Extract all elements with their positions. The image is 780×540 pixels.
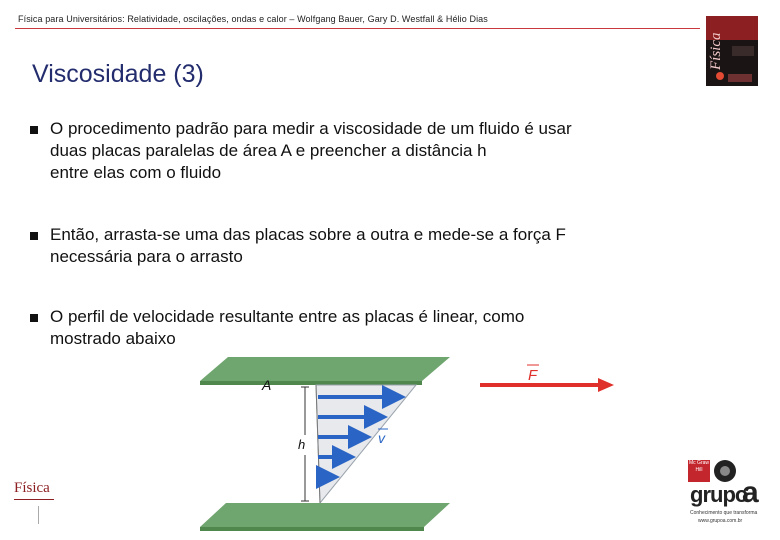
mcgraw-hill-logo: Mc Graw Hill: [688, 460, 710, 482]
top-plate: [200, 357, 450, 385]
force-arrow: [480, 378, 614, 392]
velocity-profile: [316, 385, 416, 503]
bullet-text: O procedimento padrão para medir a viscosidade de um fluido é usar duas placas paralelas de área A e preencher a distância h entre elas com o fluido: [50, 119, 572, 182]
publisher-url: www.grupoa.com.br: [698, 518, 743, 524]
bullet-marker: [30, 232, 38, 240]
header-divider: [15, 28, 700, 29]
header-text: Física para Universitários: Relatividade, oscilações, ondas e calor – Wolfgang Bauer, Gary D. Westfall & Hélio Dias: [18, 14, 488, 24]
bullet-text: Então, arrasta-se uma das placas sobre a outra e mede-se a força F necessária para o arrasto: [50, 225, 566, 266]
seal-logo: [714, 460, 736, 482]
bullet-marker: [30, 314, 38, 322]
label-height: h: [298, 437, 306, 452]
publisher-letter: a: [742, 476, 759, 509]
fisica-logo-text: Física: [14, 480, 50, 496]
publisher-tagline: Conhecimento que transforma: [690, 510, 758, 516]
publisher-word: grupo: [690, 482, 748, 507]
label-velocity: v: [378, 430, 385, 446]
label-force: F: [528, 367, 538, 384]
bullet-text: O perfil de velocidade resultante entre as placas é linear, como mostrado abaixo: [50, 307, 525, 348]
bullet-marker: [30, 126, 38, 134]
publisher-logo: [688, 460, 770, 530]
slide-title: Viscosidade (3): [32, 60, 204, 88]
fisica-logo: [14, 480, 69, 524]
viscosity-diagram: [180, 355, 640, 535]
cover-title: Física: [708, 32, 724, 70]
label-area: A: [262, 377, 272, 393]
bottom-plate: [200, 503, 450, 531]
book-cover-image: [706, 16, 758, 86]
